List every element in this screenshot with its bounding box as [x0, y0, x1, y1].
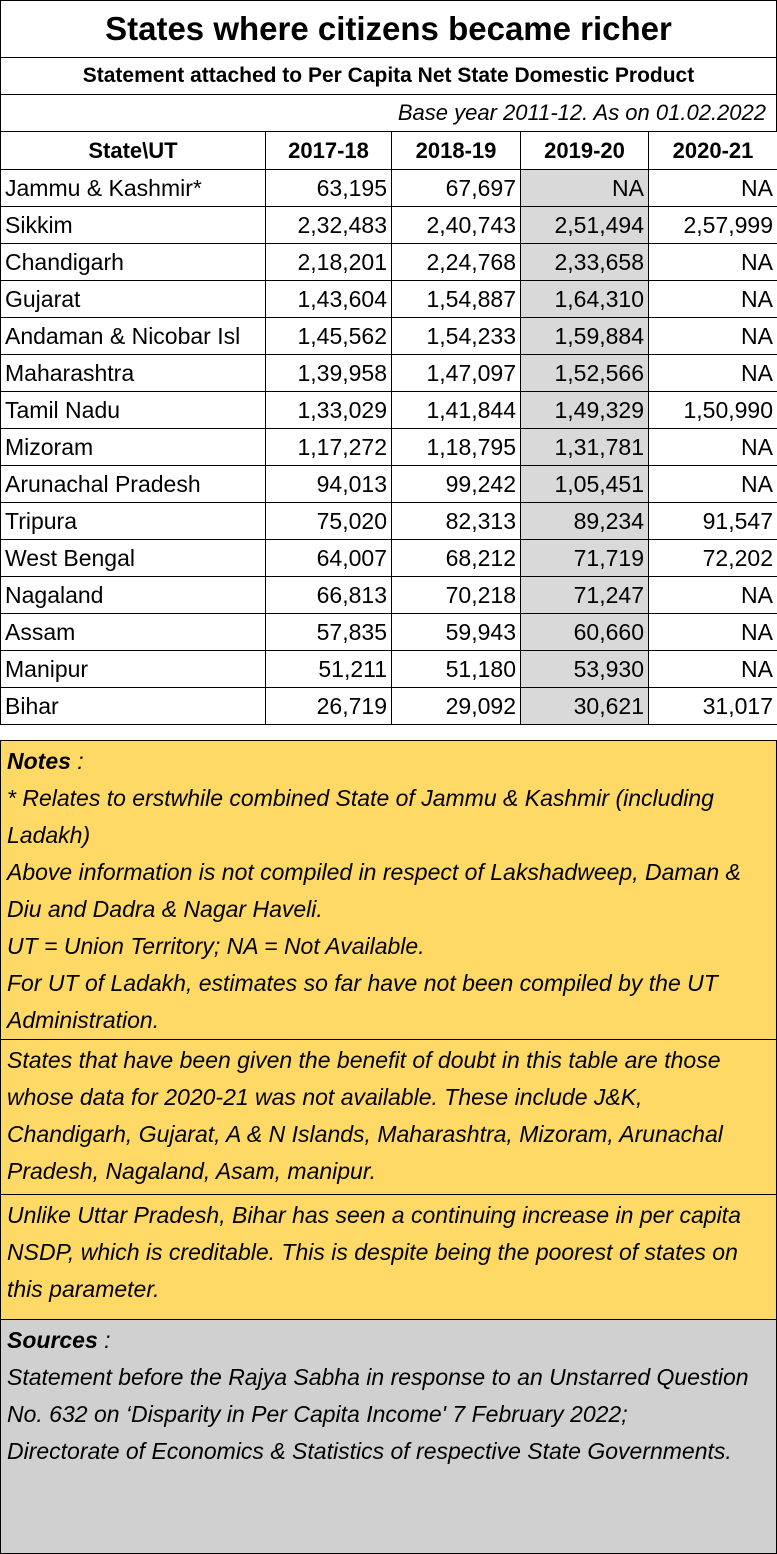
- value-cell: NA: [521, 170, 649, 207]
- value-cell: 2,24,768: [392, 244, 521, 281]
- table-row: [1, 392, 777, 429]
- table-row: [1, 207, 777, 244]
- sources-box: [0, 1319, 777, 1554]
- value-cell: 63,195: [266, 170, 392, 207]
- bihar-note: [0, 1194, 777, 1320]
- value-cell: NA: [649, 318, 777, 355]
- header-state: State\UT: [1, 132, 266, 170]
- value-cell: 29,092: [392, 688, 521, 725]
- table-row: [1, 429, 777, 466]
- note-line: For UT of Ladakh, estimates so far have not been compiled by the UT Administration.: [7, 970, 718, 1033]
- sources-heading-suffix: :: [97, 1327, 111, 1353]
- table-row: [1, 355, 777, 392]
- per-capita-table: [0, 131, 777, 725]
- value-cell: 1,54,233: [392, 318, 521, 355]
- value-cell: 1,50,990: [649, 392, 777, 429]
- state-name-cell: Jammu & Kashmir*: [1, 170, 266, 207]
- page-subtitle: Statement attached to Per Capita Net State Domestic Product: [0, 57, 777, 95]
- benefit-of-doubt-note: [0, 1039, 777, 1195]
- value-cell: 82,313: [392, 503, 521, 540]
- value-cell: 26,719: [266, 688, 392, 725]
- state-name-cell: Gujarat: [1, 281, 266, 318]
- state-name-cell: Chandigarh: [1, 244, 266, 281]
- table-body: [1, 170, 777, 725]
- value-cell: 1,18,795: [392, 429, 521, 466]
- state-name-cell: Nagaland: [1, 577, 266, 614]
- value-cell: 99,242: [392, 466, 521, 503]
- value-cell: 94,013: [266, 466, 392, 503]
- value-cell: 2,18,201: [266, 244, 392, 281]
- value-cell: 1,43,604: [266, 281, 392, 318]
- notes-box: [0, 740, 777, 1040]
- value-cell: NA: [649, 244, 777, 281]
- value-cell: 1,64,310: [521, 281, 649, 318]
- value-cell: 66,813: [266, 577, 392, 614]
- state-name-cell: Arunachal Pradesh: [1, 466, 266, 503]
- table-row: [1, 466, 777, 503]
- value-cell: 68,212: [392, 540, 521, 577]
- state-name-cell: Andaman & Nicobar Isl: [1, 318, 266, 355]
- value-cell: 71,247: [521, 577, 649, 614]
- notes-heading-line: [7, 743, 770, 780]
- table-row: [1, 170, 777, 207]
- value-cell: 1,52,566: [521, 355, 649, 392]
- sources-heading-line: [7, 1322, 770, 1359]
- table-row: [1, 503, 777, 540]
- value-cell: NA: [649, 614, 777, 651]
- note-line: * Relates to erstwhile combined State of Jammu & Kashmir (including Ladakh): [7, 785, 714, 848]
- value-cell: 1,33,029: [266, 392, 392, 429]
- notes-heading-suffix: :: [70, 748, 84, 774]
- value-cell: NA: [649, 429, 777, 466]
- value-cell: 1,05,451: [521, 466, 649, 503]
- value-cell: 53,930: [521, 651, 649, 688]
- value-cell: NA: [649, 281, 777, 318]
- value-cell: 1,54,887: [392, 281, 521, 318]
- table-row: [1, 540, 777, 577]
- page-title: States where citizens became richer: [0, 0, 777, 58]
- value-cell: 2,51,494: [521, 207, 649, 244]
- value-cell: 1,39,958: [266, 355, 392, 392]
- table-row: [1, 318, 777, 355]
- bihar-note-text: Unlike Uttar Pradesh, Bihar has seen a continuing increase in per capita NSDP, which is creditable. This is despite being the poorest of states on this parameter.: [7, 1202, 741, 1302]
- benefit-note-text: States that have been given the benefit of doubt in this table are those whose data for 2020-21 was not available. These include J&K, Chandigarh, Gujarat, A & N Islands, Maharashtra, Mizoram, Arunachal Pradesh, Nagaland, Asam, manipur.: [7, 1047, 723, 1184]
- base-year-line: Base year 2011-12. As on 01.02.2022: [0, 94, 777, 132]
- value-cell: 2,40,743: [392, 207, 521, 244]
- value-cell: 2,32,483: [266, 207, 392, 244]
- value-cell: 60,660: [521, 614, 649, 651]
- value-cell: 1,31,781: [521, 429, 649, 466]
- note-line: UT = Union Territory; NA = Not Available.: [7, 933, 425, 959]
- table-row: [1, 244, 777, 281]
- table-row: [1, 281, 777, 318]
- note-line: Above information is not compiled in respect of Lakshadweep, Daman & Diu and Dadra & Nagar Haveli.: [7, 859, 741, 922]
- value-cell: 89,234: [521, 503, 649, 540]
- value-cell: 2,33,658: [521, 244, 649, 281]
- value-cell: 1,17,272: [266, 429, 392, 466]
- state-name-cell: Tripura: [1, 503, 266, 540]
- sources-heading: Sources: [7, 1327, 98, 1353]
- value-cell: 30,621: [521, 688, 649, 725]
- value-cell: 1,45,562: [266, 318, 392, 355]
- state-name-cell: Manipur: [1, 651, 266, 688]
- value-cell: 31,017: [649, 688, 777, 725]
- header-2018-19: 2018-19: [392, 132, 521, 170]
- state-name-cell: West Bengal: [1, 540, 266, 577]
- source-line: Directorate of Economics & Statistics of respective State Governments.: [7, 1438, 732, 1464]
- value-cell: NA: [649, 355, 777, 392]
- header-2020-21: 2020-21: [649, 132, 777, 170]
- notes-heading: Notes: [7, 748, 71, 774]
- value-cell: NA: [649, 466, 777, 503]
- value-cell: 72,202: [649, 540, 777, 577]
- table-header-row: [1, 132, 777, 170]
- value-cell: NA: [649, 577, 777, 614]
- value-cell: 91,547: [649, 503, 777, 540]
- table-row: [1, 614, 777, 651]
- value-cell: 51,211: [266, 651, 392, 688]
- value-cell: 75,020: [266, 503, 392, 540]
- table-row: [1, 577, 777, 614]
- state-name-cell: Mizoram: [1, 429, 266, 466]
- table-row: [1, 651, 777, 688]
- value-cell: 70,218: [392, 577, 521, 614]
- value-cell: 57,835: [266, 614, 392, 651]
- value-cell: NA: [649, 170, 777, 207]
- value-cell: 59,943: [392, 614, 521, 651]
- value-cell: 71,719: [521, 540, 649, 577]
- source-line: Statement before the Rajya Sabha in response to an Unstarred Question No. 632 on ‘Disparity in Per Capita Income' 7 February 2022;: [7, 1364, 749, 1427]
- value-cell: 67,697: [392, 170, 521, 207]
- value-cell: 2,57,999: [649, 207, 777, 244]
- value-cell: 1,59,884: [521, 318, 649, 355]
- value-cell: NA: [649, 651, 777, 688]
- value-cell: 1,47,097: [392, 355, 521, 392]
- header-2019-20: 2019-20: [521, 132, 649, 170]
- value-cell: 64,007: [266, 540, 392, 577]
- table-row: [1, 688, 777, 725]
- state-name-cell: Tamil Nadu: [1, 392, 266, 429]
- state-name-cell: Bihar: [1, 688, 266, 725]
- header-2017-18: 2017-18: [266, 132, 392, 170]
- state-name-cell: Assam: [1, 614, 266, 651]
- value-cell: 1,49,329: [521, 392, 649, 429]
- state-name-cell: Sikkim: [1, 207, 266, 244]
- state-name-cell: Maharashtra: [1, 355, 266, 392]
- value-cell: 1,41,844: [392, 392, 521, 429]
- value-cell: 51,180: [392, 651, 521, 688]
